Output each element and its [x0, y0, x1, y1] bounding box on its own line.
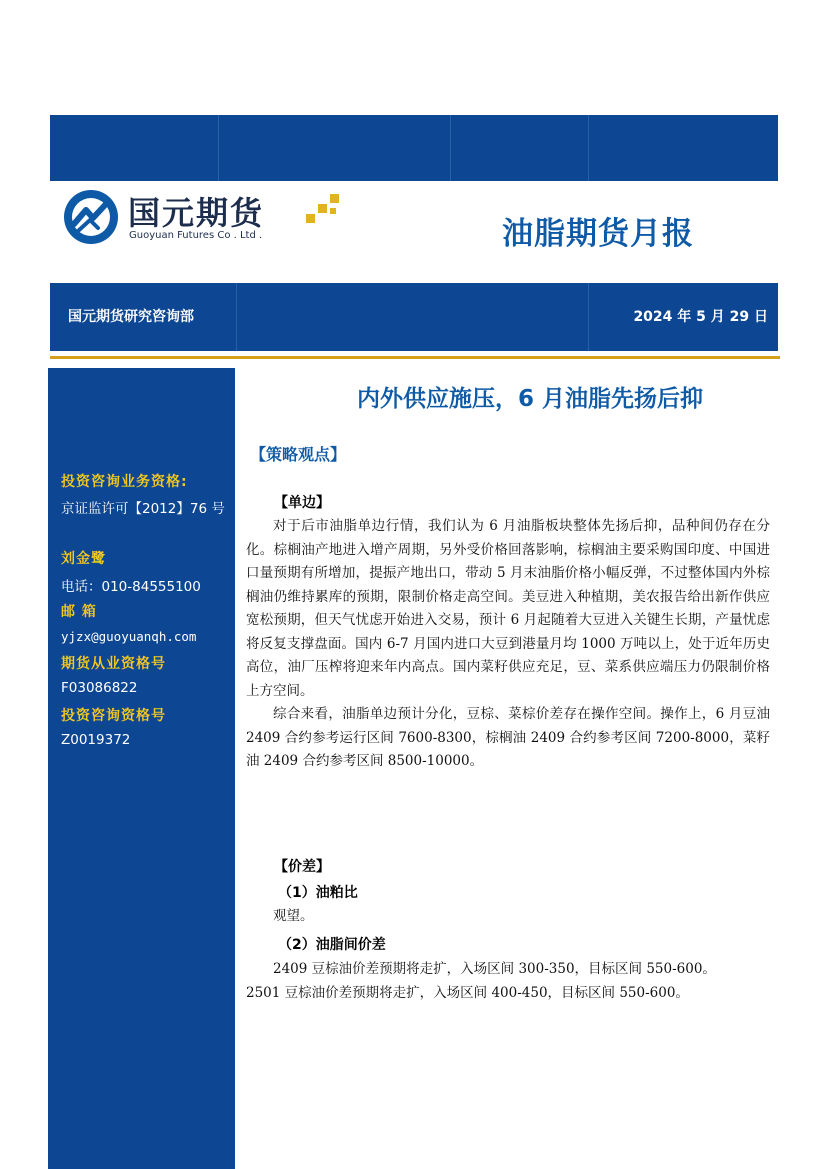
analyst-phone: 电话：010-84555100 — [61, 579, 201, 595]
report-headline: 内外供应施压，6 月油脂先扬后抑 — [356, 386, 703, 412]
oil-spread-line-2: 2501 豆棕油价差预期将走扩，入场区间 400-450，目标区间 550-600。 — [246, 984, 689, 1001]
futures-cert-label: 期货从业资格号 — [61, 656, 166, 672]
oil-spread-line-1: 2409 豆棕油价差预期将走扩，入场区间 300-350，目标区间 550-600。 — [273, 961, 716, 977]
advisory-cert-number: Z0019372 — [61, 732, 131, 748]
oil-meal-body — [246, 905, 770, 929]
strategy-heading: 【策略观点】 — [250, 445, 347, 464]
email-label: 邮 箱 — [61, 604, 97, 620]
oil-meal-text: 观望。 — [273, 908, 314, 924]
oil-spread-body — [246, 958, 770, 1005]
qualification-value: 京证监许可【2012】76 号 — [61, 501, 225, 517]
futures-cert-number: F03086822 — [61, 680, 138, 696]
oil-spread-heading: （2）油脂间价差 — [278, 937, 386, 953]
company-logo — [62, 188, 362, 248]
banner-divider — [218, 115, 219, 181]
department-banner — [50, 283, 778, 351]
report-title: 油脂期货月报 — [502, 216, 694, 252]
contact-sidebar — [48, 368, 235, 1169]
single-side-heading: 【单边】 — [274, 495, 330, 511]
single-side-paragraph-2: 综合来看，油脂单边预计分化，豆棕、菜棕价差存在操作空间。操作上，6 月豆油 2409 合约参考运行区间 7600-8300，棕榈油 2409 合约参考区间 7200-8000，菜籽油 2409 合约参考区间 8500-10000。 — [246, 706, 770, 769]
analyst-email: yjzx@guoyuanqh.com — [61, 629, 197, 644]
qualification-label: 投资咨询业务资格: — [61, 474, 188, 490]
single-side-paragraph-1: 对于后市油脂单边行情，我们认为 6 月油脂板块整体先扬后抑，品种间仍存在分化。棕榈油产地进入增产周期，另外受价格回落影响，棕榈油主要采购国印度、中国进口量预期有所增加，提振产地出口，带动 5 月末油脂价格小幅反弹，不过整体国内外棕榈油仍维持累库的预期，限制价格走高空间。美豆进入种植期，美农报告给出新作供应宽松预期，但天气忧虑开始进入交易，预计 6 月起随着大豆进入关键生长期，产量忧虑将反复支撑盘面。国内 6-7 月国内进口大豆到港量月均 1000 万吨以上，处于近年历史高位，油厂压榨将迎来年内高点。国内菜籽供应充足，豆、菜系供应端压力仍限制价格上方空间。 — [246, 518, 770, 699]
logo-chinese-name: 国元期货 — [128, 194, 265, 232]
banner-divider — [450, 115, 451, 181]
banner-divider — [588, 283, 589, 351]
banner-divider — [588, 115, 589, 181]
analyst-name: 刘金鹭 — [61, 551, 106, 567]
top-banner — [50, 115, 778, 181]
advisory-cert-label: 投资咨询资格号 — [61, 708, 166, 724]
single-side-body — [246, 515, 770, 774]
logo-emblem-icon — [62, 188, 120, 246]
banner-divider — [236, 283, 237, 351]
department-name: 国元期货研究咨询部 — [68, 309, 194, 325]
oil-meal-ratio-heading: （1）油粕比 — [278, 885, 358, 901]
logo-squares-icon — [302, 194, 342, 228]
logo-english-name: Guoyuan Futures Co . Ltd . — [129, 230, 263, 241]
report-date: 2024 年 5 月 29 日 — [633, 309, 768, 325]
gold-divider — [50, 356, 780, 359]
spread-heading: 【价差】 — [274, 859, 330, 875]
